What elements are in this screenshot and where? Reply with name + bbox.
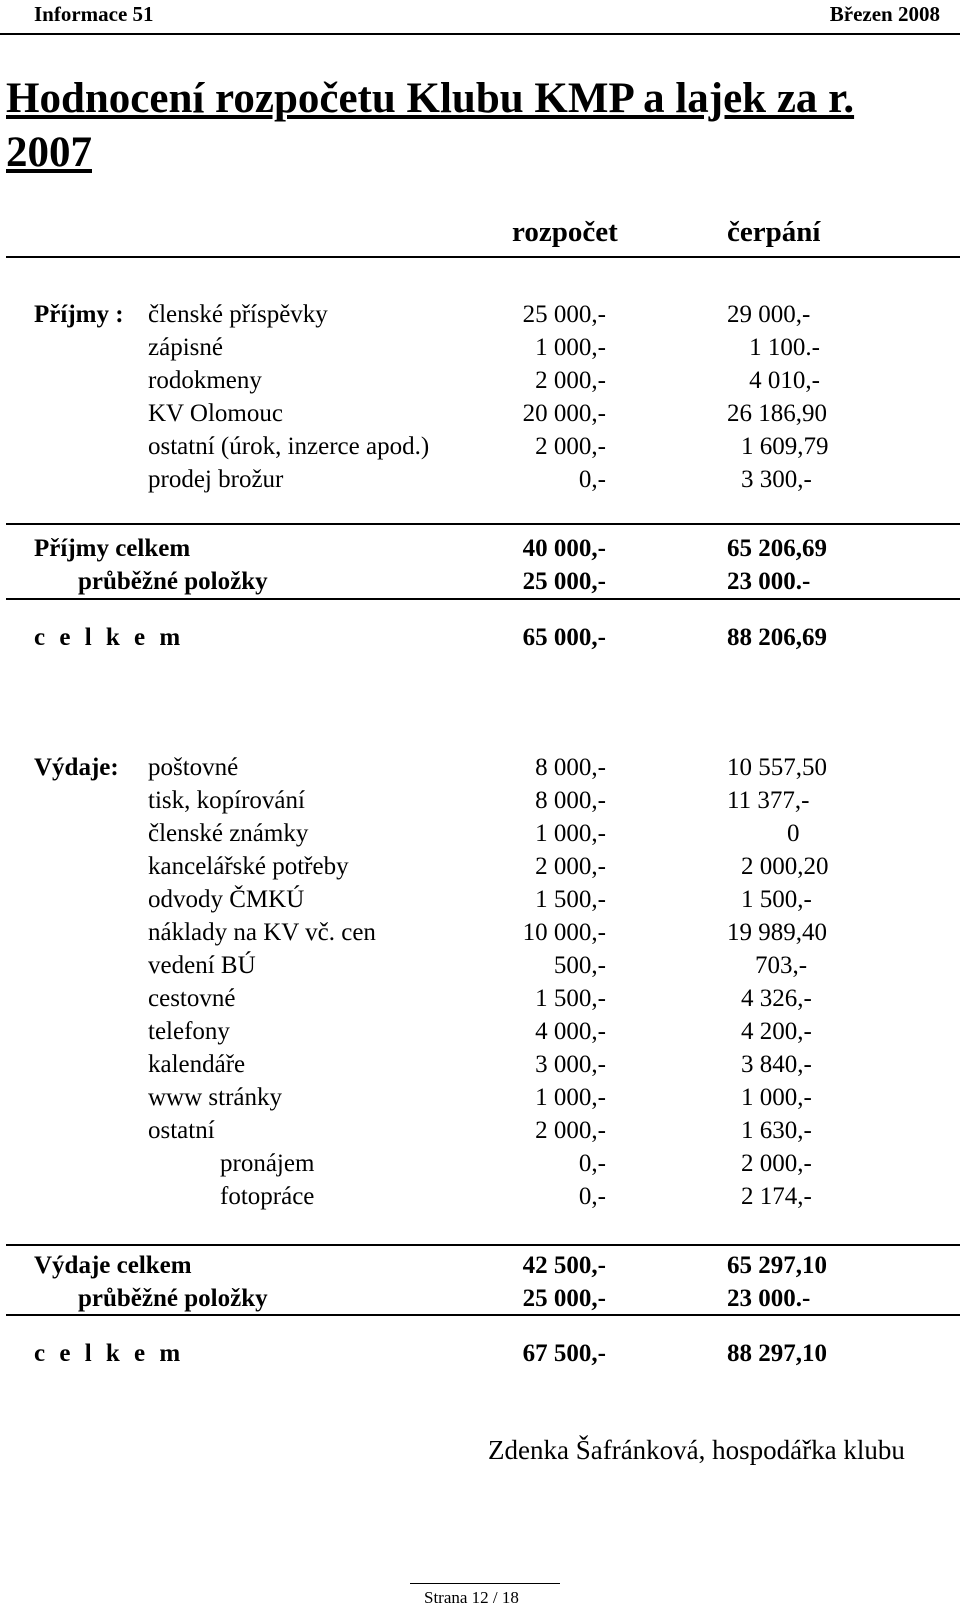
column-header-rule — [6, 256, 960, 258]
row-label: prodej brožur — [148, 466, 284, 493]
expense-row — [0, 916, 960, 949]
income-passthrough-row — [0, 565, 960, 598]
row-label: telefony — [148, 1018, 230, 1045]
row-budget: 1 000,- — [535, 820, 606, 847]
row-spent: 10 557,50 — [727, 754, 827, 781]
income-subtotal-row — [0, 532, 960, 565]
row-budget: 1 000,- — [535, 334, 606, 361]
row-budget: 0,- — [578, 1150, 606, 1177]
header-date: Březen 2008 — [829, 2, 940, 26]
row-label: vedení BÚ — [148, 952, 256, 979]
row-spent: 88 297,10 — [727, 1340, 827, 1367]
row-label: Výdaje celkem — [34, 1252, 192, 1279]
row-spent: 23 000.- — [727, 1285, 811, 1312]
row-label: fotopráce — [220, 1183, 315, 1210]
signature: Zdenka Šafránková, hospodářka klubu — [488, 1435, 905, 1465]
expenses-category-label: Výdaje: — [34, 754, 119, 781]
row-label: Příjmy celkem — [34, 535, 191, 562]
row-label: pronájem — [220, 1150, 315, 1177]
row-spent: 23 000.- — [727, 568, 811, 595]
expenses-total-rule — [6, 1314, 960, 1316]
row-label: kancelářské potřeby — [148, 853, 349, 880]
row-spent: 2 174,- — [741, 1183, 812, 1210]
row-spent: 1 500,- — [741, 886, 812, 913]
income-subtotal-rule — [6, 523, 960, 525]
row-spent: 19 989,40 — [727, 919, 827, 946]
row-spent: 4 010,- — [749, 367, 820, 394]
row-label: členské známky — [148, 820, 309, 847]
expense-row — [0, 751, 960, 784]
row-budget: 2 000,- — [535, 433, 606, 460]
expense-row — [0, 1180, 960, 1213]
row-label: členské příspěvky — [148, 301, 328, 328]
page-title: Hodnocení rozpočetu Klubu KMP a lajek za r. 2007 — [6, 75, 855, 176]
expenses-passthrough-row — [0, 1282, 960, 1315]
row-label: rodokmeny — [148, 367, 262, 394]
row-label: ostatní (úrok, inzerce apod.) — [148, 433, 430, 460]
row-budget: 42 500,- — [522, 1252, 606, 1279]
row-spent: 65 297,10 — [727, 1252, 827, 1279]
row-spent: 1 000,- — [741, 1084, 812, 1111]
row-label: průběžné položky — [78, 1285, 268, 1312]
row-spent: 703,- — [755, 952, 808, 979]
expense-row — [0, 1015, 960, 1048]
row-budget: 67 500,- — [522, 1340, 606, 1367]
row-spent: 1 609,79 — [741, 433, 829, 460]
row-budget: 8 000,- — [535, 787, 606, 814]
row-budget: 500,- — [553, 952, 606, 979]
row-budget: 65 000,- — [522, 624, 606, 651]
row-budget: 2 000,- — [535, 853, 606, 880]
row-budget: 1 000,- — [535, 1084, 606, 1111]
row-label: poštovné — [148, 754, 239, 781]
expense-row — [0, 850, 960, 883]
row-spent: 4 200,- — [741, 1018, 812, 1045]
row-spent: 4 326,- — [741, 985, 812, 1012]
row-spent: 3 300,- — [741, 466, 812, 493]
expense-row — [0, 949, 960, 982]
row-spent: 2 000,- — [741, 1150, 812, 1177]
row-budget: 20 000,- — [522, 400, 606, 427]
income-row — [0, 397, 960, 430]
row-budget: 8 000,- — [535, 754, 606, 781]
row-label: KV Olomouc — [148, 400, 283, 427]
income-row — [0, 364, 960, 397]
expense-row — [0, 1081, 960, 1114]
row-label: cestovné — [148, 985, 236, 1012]
expenses-subtotal-rule — [6, 1244, 960, 1246]
header-divider — [0, 33, 960, 35]
income-row — [0, 463, 960, 496]
row-budget: 25 000,- — [522, 301, 606, 328]
row-label: náklady na KV vč. cen — [148, 919, 376, 946]
row-spent: 3 840,- — [741, 1051, 812, 1078]
row-budget: 10 000,- — [522, 919, 606, 946]
row-spent: 65 206,69 — [727, 535, 827, 562]
row-label: c e l k e m — [34, 624, 185, 651]
expenses-subtotal-row — [0, 1249, 960, 1282]
row-label: průběžné položky — [78, 568, 268, 595]
page-number: Strana 12 / 18 — [424, 1588, 519, 1607]
row-budget: 3 000,- — [535, 1051, 606, 1078]
row-budget: 1 500,- — [535, 985, 606, 1012]
row-spent: 2 000,20 — [741, 853, 829, 880]
row-budget: 2 000,- — [535, 1117, 606, 1144]
income-row — [0, 298, 960, 331]
row-budget: 0,- — [578, 466, 606, 493]
expense-row — [0, 1048, 960, 1081]
expense-row — [0, 883, 960, 916]
row-budget: 25 000,- — [522, 1285, 606, 1312]
row-spent: 1 100.- — [749, 334, 820, 361]
row-label: tisk, kopírování — [148, 787, 305, 814]
row-label: c e l k e m — [34, 1340, 185, 1367]
row-spent: 1 630,- — [741, 1117, 812, 1144]
row-spent: 11 377,- — [727, 787, 810, 814]
expense-row — [0, 1114, 960, 1147]
expenses-total-row — [0, 1337, 960, 1370]
expense-row — [0, 1147, 960, 1180]
row-spent: 29 000,- — [727, 301, 811, 328]
row-label: zápisné — [148, 334, 223, 361]
income-category-label: Příjmy : — [34, 301, 124, 328]
income-row — [0, 331, 960, 364]
row-spent: 88 206,69 — [727, 624, 827, 651]
income-total-rule — [6, 598, 960, 600]
column-header-budget: rozpočet — [512, 216, 618, 248]
row-spent: 26 186,90 — [727, 400, 827, 427]
row-label: www stránky — [148, 1084, 283, 1111]
row-label: odvody ČMKÚ — [148, 886, 305, 913]
footer-divider — [410, 1583, 560, 1584]
expense-row — [0, 817, 960, 850]
income-row — [0, 430, 960, 463]
column-header-spent: čerpání — [727, 216, 821, 248]
row-label: kalendáře — [148, 1051, 246, 1078]
row-spent: 0 — [787, 820, 800, 847]
header-issue: Informace 51 — [34, 2, 154, 26]
expense-row — [0, 784, 960, 817]
row-budget: 4 000,- — [535, 1018, 606, 1045]
income-total-row — [0, 621, 960, 654]
row-label: ostatní — [148, 1117, 215, 1144]
expense-row — [0, 982, 960, 1015]
row-budget: 0,- — [578, 1183, 606, 1210]
row-budget: 25 000,- — [522, 568, 606, 595]
row-budget: 1 500,- — [535, 886, 606, 913]
row-budget: 2 000,- — [535, 367, 606, 394]
row-budget: 40 000,- — [522, 535, 606, 562]
